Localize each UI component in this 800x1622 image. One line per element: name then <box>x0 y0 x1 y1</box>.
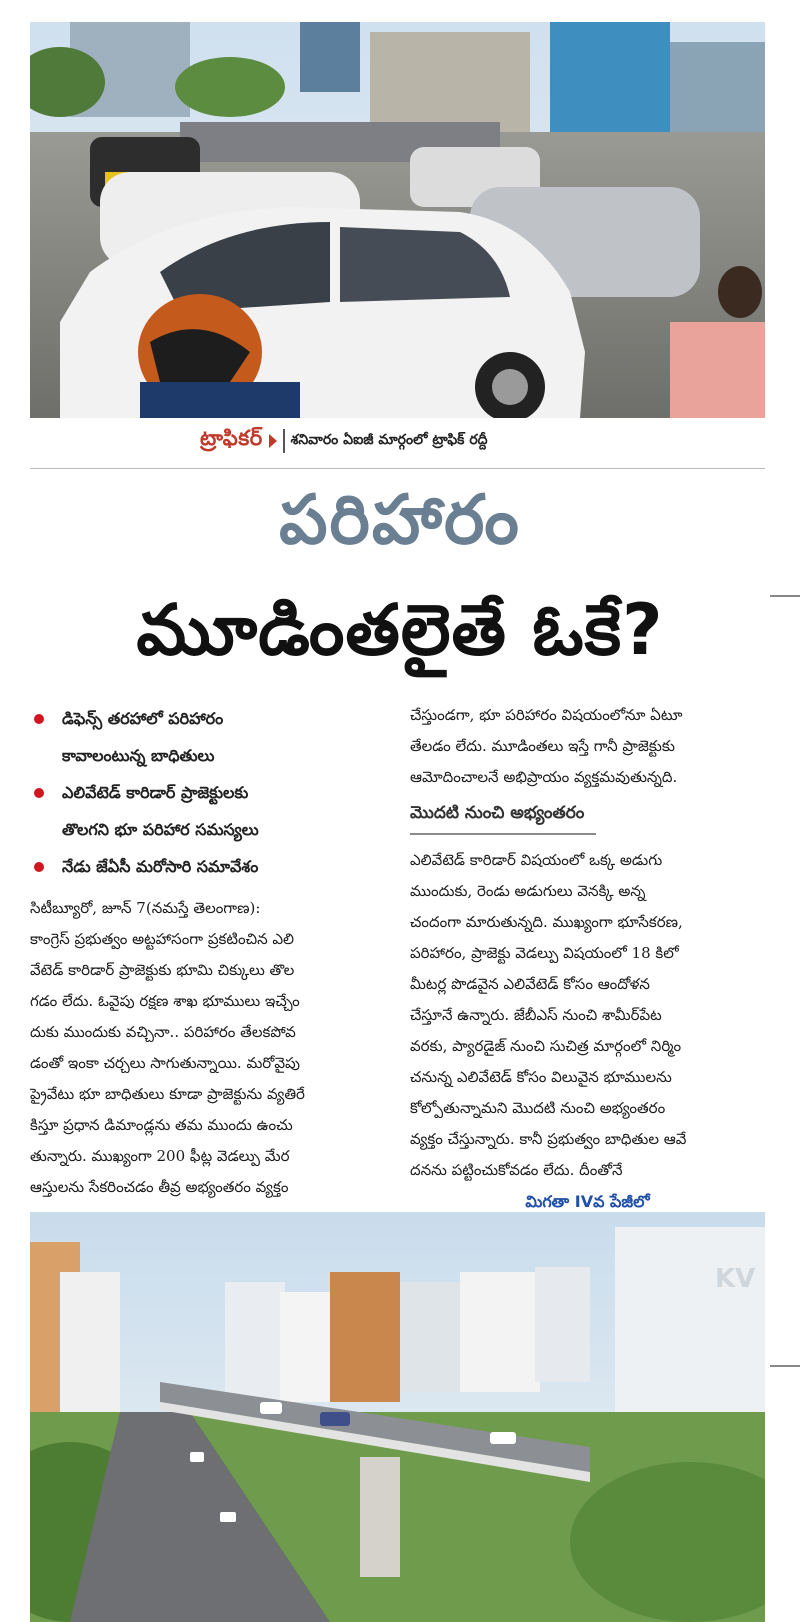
body-line: వ్యక్తం చేస్తున్నారు. కానీ ప్రభుత్వం బాధితుల ఆవే <box>410 1130 687 1148</box>
body-line: డంతో ఇంకా చర్చలు సాగుతున్నాయి. మరోవైపు <box>30 1054 300 1072</box>
body-line: తేలడం లేదు. మూడింతలు ఇస్తే గానీ ప్రాజెక్టుకు <box>410 737 675 755</box>
photo-caption <box>200 424 488 458</box>
caption-text: శనివారం ఏఐజీ మార్గంలో ట్రాఫిక్ రద్దీ <box>290 431 488 448</box>
body-line: దుకు ముందుకు వచ్చినా.. పరిహారం తేలకపోవ <box>30 1023 296 1041</box>
bullet-line: డిఫెన్స్ తరహాలో పరిహారం <box>62 709 224 728</box>
body-line: సిటీబ్యూరో, జూన్ 7(నమస్తే తెలంగాణ): <box>30 899 261 917</box>
body-line: చేస్తూనే ఉన్నారు. జేబీఎస్ నుంచి శామీర్‌పేట <box>410 1006 662 1024</box>
caption-arrow-icon <box>269 434 277 448</box>
edge-mark <box>770 595 800 597</box>
bullet-line: తొలగని భూ పరిహార సమస్యలు <box>62 820 259 839</box>
bullet-line: ఎలివేటెడ్ కారిడార్ ప్రాజెక్టులకు <box>62 783 249 802</box>
body-line: ముందుకు, రెండు అడుగులు వెనక్కి అన్న <box>410 882 646 900</box>
headline-line-1: పరిహారం <box>279 481 521 560</box>
body-line: వేటెడ్ కారిడార్ ప్రాజెక్టుకు భూమి చిక్కులు తొల <box>30 961 295 979</box>
bullet-dot-icon <box>34 714 44 724</box>
divider-rule <box>30 468 765 469</box>
right-column <box>410 700 765 1215</box>
body-line: దనను పట్టించుకోవడం లేదు. దీంతోనే <box>410 1161 623 1179</box>
headline-line-2: మూడింతలైతే ఓకే? <box>136 589 664 671</box>
bullet-line: నేడు జేఏసీ మరోసారి సమావేశం <box>62 857 259 876</box>
body-line: పరిహారం, ప్రాజెక్టు వెడల్పు విషయంలో 18 కిలో <box>410 944 679 962</box>
left-column <box>30 700 385 1203</box>
body-line: తున్నారు. ముఖ్యంగా 200 ఫీట్ల వెడల్పు మేర <box>30 1147 290 1165</box>
body-line: ఎలివేటెడ్ కారిడార్ విషయంలో ఒక్క అడుగు <box>410 851 663 869</box>
bullet-dot-icon <box>34 862 44 872</box>
body-line: కాంగ్రెస్ ప్రభుత్వం అట్టహాసంగా ప్రకటించిన ఎలి <box>30 930 295 948</box>
bullet-item <box>30 848 385 885</box>
article-body-right-top <box>410 700 765 793</box>
bullet-item <box>30 774 385 848</box>
body-line: కోల్పోతున్నామని మొదటి నుంచి అభ్యంతరం <box>410 1099 666 1117</box>
caption-tag: ట్రాఫికర్ <box>200 426 263 450</box>
bullet-item <box>30 700 385 774</box>
caption-divider <box>283 429 285 453</box>
elevated-corridor-render <box>30 1212 765 1622</box>
bullet-line: కావాలంటున్న బాధితులు <box>62 746 215 765</box>
bullet-dot-icon <box>34 788 44 798</box>
edge-mark <box>770 1365 800 1367</box>
render-watermark: KV <box>715 1264 756 1294</box>
body-line: ఆస్తులను సేకరించడం తీవ్ర అభ్యంతరం వ్యక్తం <box>30 1178 289 1196</box>
body-line: ఆమోదించాలనే అభిప్రాయం వ్యక్తమవుతున్నది. <box>410 768 678 786</box>
section-subheading: మొదటి నుంచి అభ్యంతరం <box>410 799 596 835</box>
traffic-jam-photo <box>30 22 765 418</box>
body-line: మీటర్ల పొడవైన ఎలివేటెడ్ కోసం ఆందోళన <box>410 975 650 993</box>
body-line: చందంగా మారుతున్నది. ముఖ్యంగా భూసేకరణ, <box>410 913 683 931</box>
article-body-right-bottom <box>410 845 765 1186</box>
body-line: వరకు, ప్యారడైజ్ నుంచి సుచిత్ర మార్గంలో నిర్మిం <box>410 1037 682 1055</box>
body-line: చనున్న ఎలివేటెడ్ కోసం విలువైన భూములను <box>410 1068 672 1086</box>
highlight-bullets <box>30 700 385 885</box>
body-line: గడం లేదు. ఓవైపు రక్షణ శాఖ భూములు ఇచ్చేం <box>30 992 300 1010</box>
continued-on-page-link[interactable]: మిగతా IVవ పేజీలో <box>525 1192 650 1211</box>
article-body-left <box>30 893 385 1203</box>
body-line: కిస్తూ ప్రధాన డిమాండ్లను తమ ముందు ఉంచు <box>30 1116 293 1134</box>
body-line: చేస్తుండగా, భూ పరిహారం విషయంలోనూ ఏటూ <box>410 706 683 724</box>
body-line: ప్రైవేటు భూ బాధితులు కూడా ప్రాజెక్టును వ్యతిరే <box>30 1085 305 1103</box>
